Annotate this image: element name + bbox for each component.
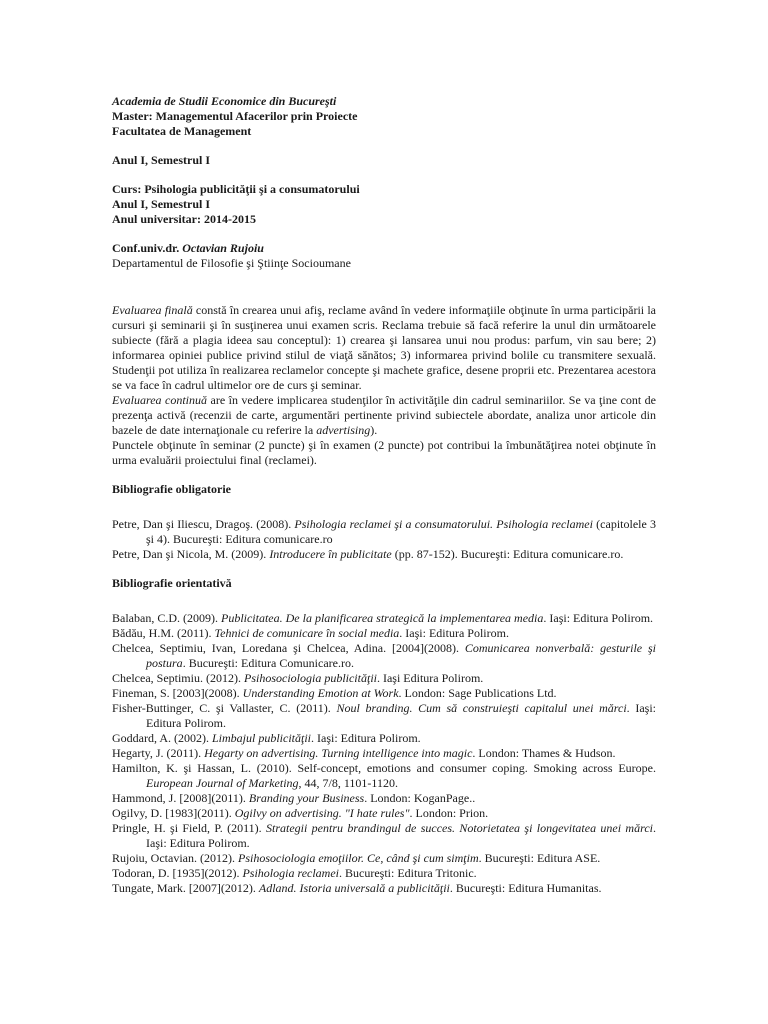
bibliography-entry: Pringle, H. şi Field, P. (2011). Strategii pentru brandingul de succes. Notorietatea şi longevitatea unei mărci. Iaşi: Editura Polirom. <box>112 821 656 850</box>
course-year-semester: Anul I, Semestrul I <box>112 197 211 211</box>
bibliography-entry: Chelcea, Septimiu, Ivan, Loredana şi Chelcea, Adina. [2004](2008). Comunicarea nonverbală: gesturile şi postura. Bucureşti: Editura Comunicare.ro. <box>112 641 656 670</box>
mandatory-bibliography-title: Bibliografie obligatorie <box>112 482 231 496</box>
bibliography-entry: Petre, Dan şi Nicola, M. (2009). Introducere în publicitate (pp. 87-152). Bucureşti: Editura comunicare.ro. <box>112 547 624 561</box>
bibliography-entry: Hamilton, K. şi Hassan, L. (2010). Self-concept, emotions and consumer coping. Smoking across Europe. European Journal of Marketing, 44, 7/8, 1101-1120. <box>112 761 656 790</box>
bibliography-entry: Todoran, D. [1935](2012). Psihologia reclamei. Bucureşti: Editura Tritonic. <box>112 866 477 880</box>
bibliography-entry: Petre, Dan şi Iliescu, Dragoş. (2008). Psihologia reclamei şi a consumatorului. Psihologia reclamei (capitolele 3 şi 4). Bucureşti: Editura comunicare.ro <box>112 517 656 546</box>
bibliography-entry: Goddard, A. (2002). Limbajul publicităţii. Iaşi: Editura Polirom. <box>112 731 421 745</box>
department: Departamentul de Filosofie şi Ştiinţe Socioumane <box>112 256 351 270</box>
bibliography-entry: Ogilvy, D. [1983](2011). Ogilvy on advertising. "I hate rules". London: Prion. <box>112 806 489 820</box>
bibliography-entry: Fineman, S. [2003](2008). Understanding Emotion at Work. London: Sage Publications Ltd. <box>112 686 557 700</box>
master-program: Master: Managementul Afacerilor prin Proiecte <box>112 109 358 123</box>
mandatory-bibliography-list <box>112 517 656 562</box>
bibliography-entry: Bădău, H.M. (2011). Tehnici de comunicare în social media. Iaşi: Editura Polirom. <box>112 626 509 640</box>
final-evaluation-paragraph: Evaluarea finală constă în crearea unui afiş, reclame având în vedere informaţiile obţinute în urma participării la cursuri şi seminarii şi în susţinerea unui examen scris. Reclama trebuie să facă referire la unul din următoarele subiecte (fără a plagia ideea sau conceptul): 1) crearea şi lansarea unui nou produs: parfum, vin sau bere; 2) informarea opiniei publice privind stilul de viaţă sănătos; 3) informarea privind bolile cu transmitere sexuală. Studenţii pot utiliza în realizarea reclamelor concepte şi machete grafice, desene proprii etc. Prezentarea acestora se va face în cadrul ultimelor ore de curs şi seminar. <box>112 303 656 392</box>
course-title: Curs: Psihologia publicităţii şi a consumatorului <box>112 182 360 196</box>
bibliography-entry: Tungate, Mark. [2007](2012). Adland. Istoria universală a publicităţii. Bucureşti: Editura Humanitas. <box>112 881 602 895</box>
bibliography-entry: Hegarty, J. (2011). Hegarty on advertising. Turning intelligence into magic. London: Thames & Hudson. <box>112 746 616 760</box>
bibliography-entry: Hammond, J. [2008](2011). Branding your Business. London: KoganPage.. <box>112 791 476 805</box>
bibliography-entry: Balaban, C.D. (2009). Publicitatea. De la planificarea strategică la implementarea media. Iaşi: Editura Polirom. <box>112 611 654 625</box>
orientative-bibliography-list <box>112 611 656 896</box>
bibliography-entry: Fisher-Buttinger, C. şi Vallaster, C. (2011). Noul branding. Cum să construieşti capitalul unei mărci. Iaşi: Editura Polirom. <box>112 701 656 730</box>
bibliography-entry: Chelcea, Septimiu. (2012). Psihosociologia publicităţii. Iaşi Editura Polirom. <box>112 671 484 685</box>
academic-year: Anul universitar: 2014-2015 <box>112 212 256 226</box>
teacher: Conf.univ.dr. Octavian Rujoiu <box>112 241 264 255</box>
faculty-name: Facultatea de Management <box>112 124 252 138</box>
orientative-bibliography-title: Bibliografie orientativă <box>112 576 232 590</box>
bibliography-entry: Rujoiu, Octavian. (2012). Psihosociologia emoţiilor. Ce, când şi cum simţim. Bucureşti: Editura ASE. <box>112 851 601 865</box>
academy-name: Academia de Studii Economice din Bucureşti <box>112 94 337 108</box>
year-semester: Anul I, Semestrul I <box>112 153 211 167</box>
points-paragraph: Punctele obţinute în seminar (2 puncte) şi în examen (2 puncte) pot contribui la îmbunătăţirea notei obţinute în urma evaluării proiectului final (reclamei). <box>112 438 656 467</box>
document-content <box>112 94 656 896</box>
continuous-evaluation-paragraph: Evaluarea continuă are în vedere implicarea studenţilor în activităţile din cadrul seminariilor. Se va ţine cont de prezenţa activă (recenzii de carte, argumentări pertinente privind subiectele abordate, analiza unor articole din bazele de date internaţionale cu referire la advertising). <box>112 393 656 437</box>
